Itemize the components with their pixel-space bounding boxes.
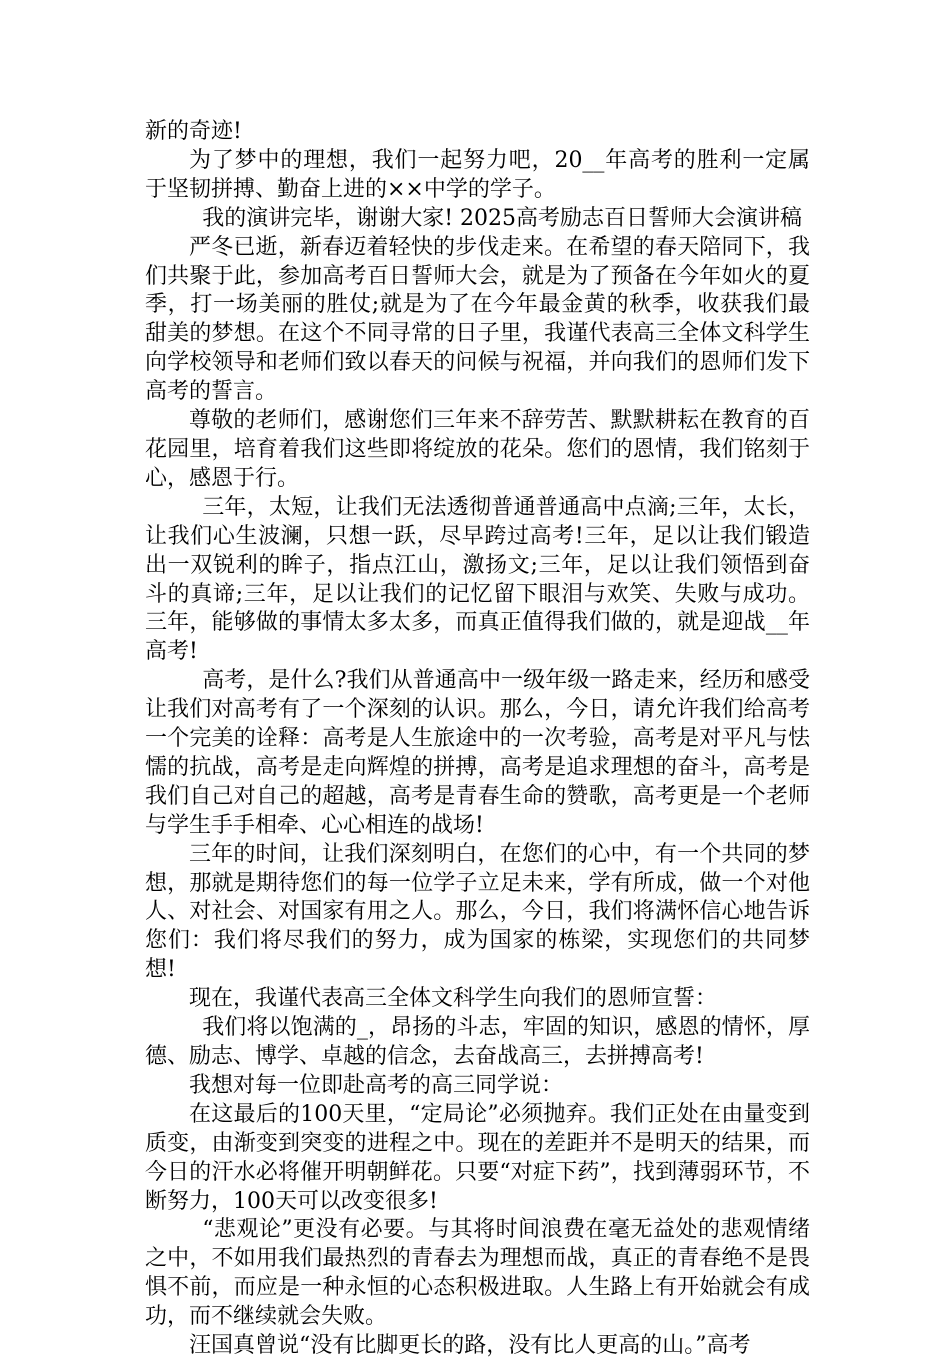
paragraph-12: 在这最后的100天里，“定局论”必须抛弃。我们正处在由量变到质变，由渐变到突变的进程之中。现在的差距并不是明天的结果，而今日的汗水必将催开明朝鲜花。只要“对症下药”，找到薄弱环节，不断努力，100天可以改变很多! <box>145 1101 810 1214</box>
paragraph-3: 我的演讲完毕，谢谢大家! 2025高考励志百日誓师大会演讲稿 <box>202 205 803 231</box>
paragraph-2: 为了梦中的理想，我们一起努力吧，20__年高考的胜利一定属于坚韧拼搏、勤奋上进的××中学的学子。 <box>145 147 810 202</box>
paragraph-14: 汪国真曾说“没有比脚更长的路，没有比人更高的山。”高考 <box>189 1333 751 1359</box>
paragraph-10: 我们将以饱满的_，昂扬的斗志，牢固的知识，感恩的情怀，厚德、励志、博学、卓越的信念，去奋战高三，去拼搏高考! <box>145 1015 810 1069</box>
paragraph-13: “悲观论”更没有必要。与其将时间浪费在毫无益处的悲观情绪之中，不如用我们最热烈的青春去为理想而战，真正的青春绝不是畏惧不前，而应是一种永恒的心态积极进取。人生路上有开始就会有成功，而不继续就会失败。 <box>145 1217 810 1330</box>
document-body <box>145 118 810 1361</box>
paragraph-9: 现在，我谨代表高三全体文科学生向我们的恩师宣誓： <box>189 986 718 1012</box>
paragraph-6: 三年，太短，让我们无法透彻普通普通高中点滴;三年，太长，让我们心生波澜，只想一跃，尽早跨过高考!三年，足以让我们锻造出一双锐利的眸子，指点江山，激扬文;三年，足以让我们领悟到奋斗的真谛;三年，足以让我们的记忆留下眼泪与欢笑、失败与成功。三年，能够做的事情太多太多，而真正值得我们做的，就是迎战__年高考! <box>145 494 810 665</box>
paragraph-7: 高考，是什么?我们从普通高中一级年级一路走来，经历和感受让我们对高考有了一个深刻的认识。那么，今日，请允许我们给高考一个完美的诠释：高考是人生旅途中的一次考验，高考是对平凡与怯懦的抗战，高考是走向辉煌的拼搏，高考是追求理想的奋斗，高考是我们自己对自己的超越，高考是青春生命的赞歌，高考更是一个老师与学生手手相牵、心心相连的战场! <box>145 668 810 838</box>
paragraph-11: 我想对每一位即赴高考的高三同学说： <box>189 1072 564 1098</box>
paragraph-5: 尊敬的老师们，感谢您们三年来不辞劳苦、默默耕耘在教育的百花园里，培育着我们这些即将绽放的花朵。您们的恩情，我们铭刻于心，感恩于行。 <box>145 408 810 491</box>
paragraph-8: 三年的时间，让我们深刻明白，在您们的心中，有一个共同的梦想，那就是期待您们的每一位学子立足未来，学有所成，做一个对他人、对社会、对国家有用之人。那么，今日，我们将满怀信心地告诉您们：我们将尽我们的努力，成为国家的栋梁，实现您们的共同梦想! <box>145 841 810 983</box>
paragraph-1: 新的奇迹! <box>145 119 242 144</box>
paragraph-4: 严冬已逝，新春迈着轻快的步伐走来。在希望的春天陪同下，我们共聚于此，参加高考百日誓师大会，就是为了预备在今年如火的夏季，打一场美丽的胜仗;就是为了在今年最金黄的秋季，收获我们最甜美的梦想。在这个不同寻常的日子里，我谨代表高三全体文科学生向学校领导和老师们致以春天的问候与祝福，并向我们的恩师们发下高考的誓言。 <box>145 234 810 405</box>
